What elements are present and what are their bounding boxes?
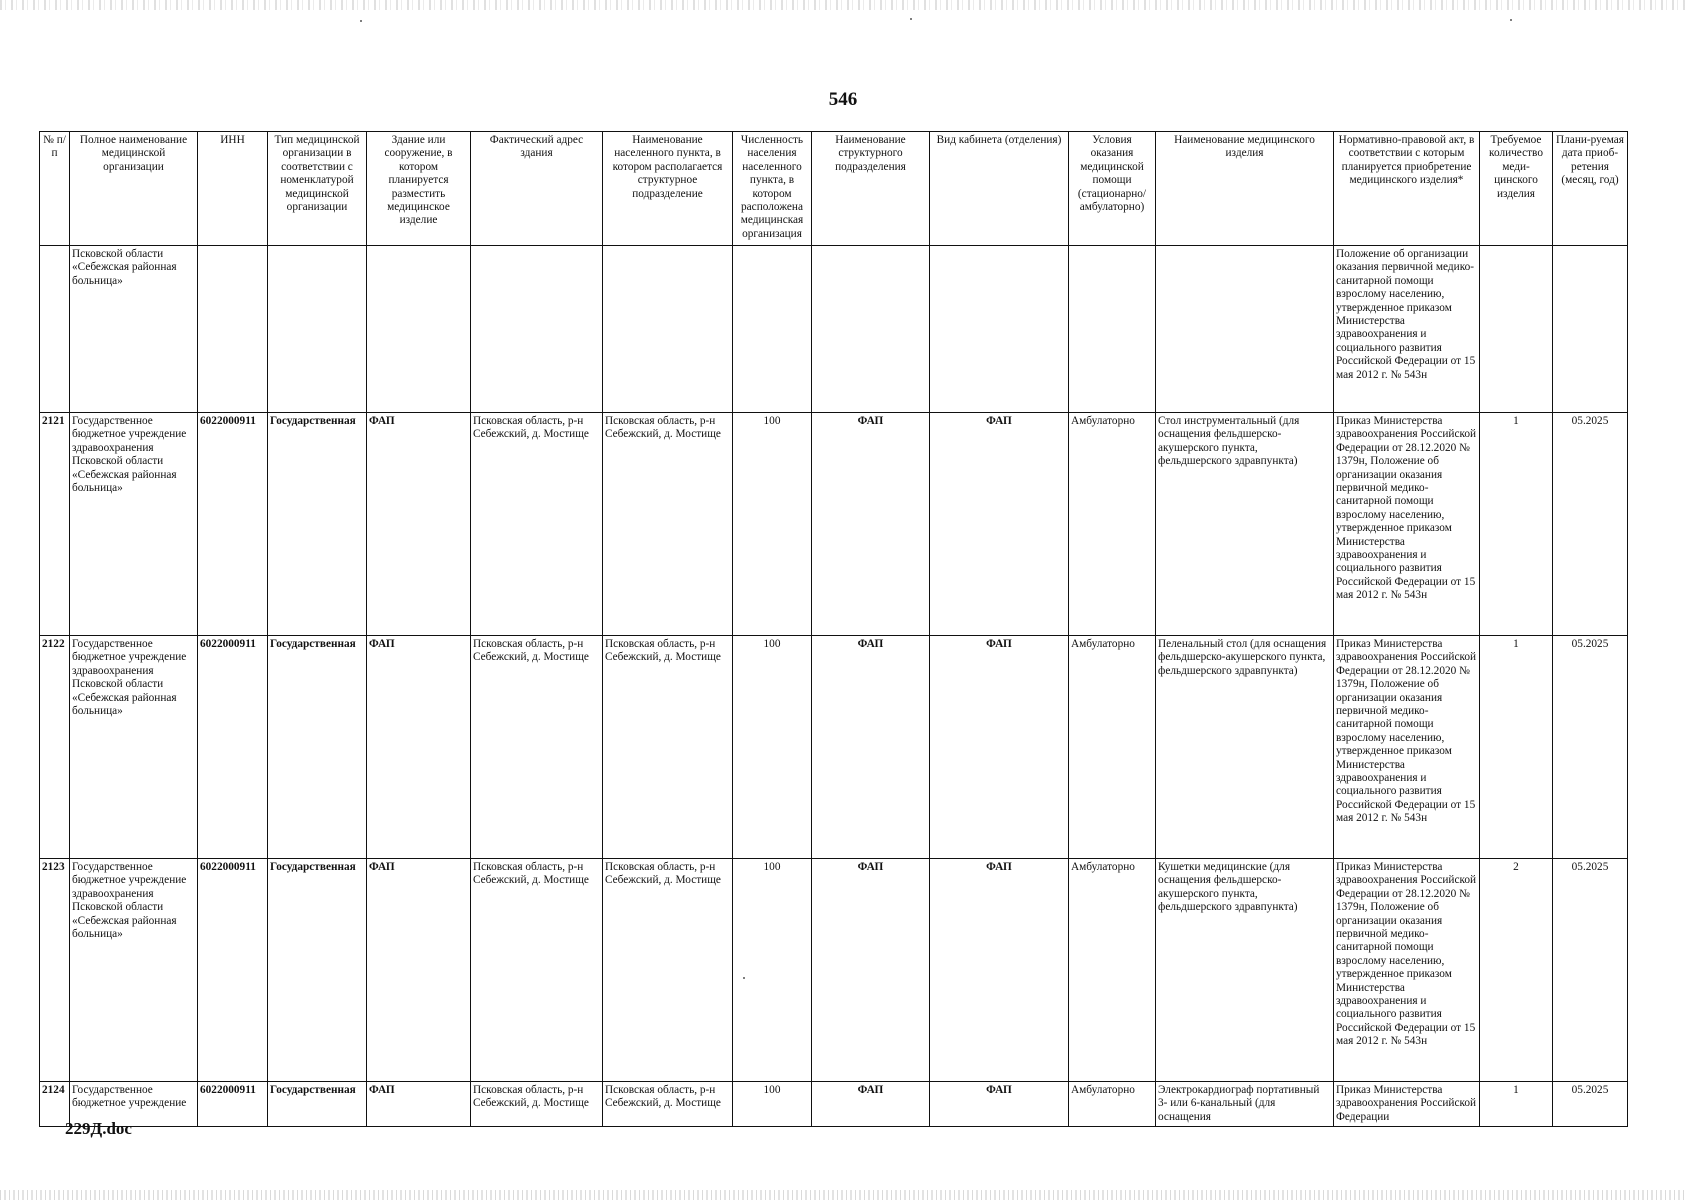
cell-population: 100 (733, 859, 812, 1082)
cell-conditions: Амбулаторно (1069, 636, 1156, 859)
cell-date (1553, 246, 1628, 413)
col-header-quantity: Требуемое количество меди-цинского изделия (1480, 132, 1553, 246)
col-header-org-name: Полное наименование медицинской организации (70, 132, 198, 246)
cell-settlement: Псковская область, р-н Себежский, д. Мостище (603, 413, 733, 636)
cell-quantity: 2 (1480, 859, 1553, 1082)
cell-date: 05.2025 (1553, 636, 1628, 859)
table-row-continuation (40, 246, 1628, 413)
scan-edge-top (0, 0, 1686, 10)
footer-filename: 229Д.doc (65, 1119, 132, 1138)
table-row (40, 1082, 1628, 1127)
table-row (40, 859, 1628, 1082)
page-number: 546 (828, 89, 858, 110)
cell-settlement: Псковская область, р-н Себежский, д. Мостище (603, 1082, 733, 1127)
cell-cabinet: ФАП (930, 859, 1069, 1082)
cell-conditions: Амбулаторно (1069, 413, 1156, 636)
cell-org-name: Государственное бюджетное учреждение здравоохранения Псковской области «Себежская районная больница» (70, 636, 198, 859)
col-header-date: Плани-руемая дата приоб-ретения (месяц, год) (1553, 132, 1628, 246)
cell-inn: 6022000911 (198, 413, 268, 636)
cell-legal-act: Приказ Министерства здравоохранения Российской Федерации от 28.12.2020 № 1379н, Положение об организации оказания первичной медико-санитарной помощи взрослому населению, утвержденное приказом Министерства здравоохранения и социального развития Российской Федерации от 15 мая 2012 г. № 543н (1334, 636, 1480, 859)
cell-address: Псковская область, р-н Себежский, д. Мостище (471, 1082, 603, 1127)
cell-cabinet: ФАП (930, 1082, 1069, 1127)
scan-speck (910, 18, 912, 20)
cell-address: Псковская область, р-н Себежский, д. Мостище (471, 413, 603, 636)
cell-population (733, 246, 812, 413)
cell-address: Псковская область, р-н Себежский, д. Мостище (471, 636, 603, 859)
col-header-address: Фактический адрес здания (471, 132, 603, 246)
col-header-inn: ИНН (198, 132, 268, 246)
col-header-device: Наименование медицинского изделия (1156, 132, 1334, 246)
scan-edge-bottom (0, 1190, 1686, 1200)
cell-org-type: Государственная (268, 859, 367, 1082)
cell-device: Стол инструментальный (для оснащения фельдшерско-акушерского пункта, фельдшерского здравпункта) (1156, 413, 1334, 636)
col-header-settlement: Наименование населенного пункта, в котором располагается структурное подразделение (603, 132, 733, 246)
col-header-num: № п/п (40, 132, 70, 246)
cell-legal-act: Приказ Министерства здравоохранения Российской Федерации от 28.12.2020 № 1379н, Положение об организации оказания первичной медико-санитарной помощи взрослому населению, утвержденное приказом Министерства здравоохранения и социального развития Российской Федерации от 15 мая 2012 г. № 543н (1334, 859, 1480, 1082)
scan-speck (1510, 19, 1512, 21)
cell-device (1156, 246, 1334, 413)
cell-org-name: Псковской области «Себежская районная больница» (70, 246, 198, 413)
cell-inn: 6022000911 (198, 636, 268, 859)
cell-cabinet: ФАП (930, 636, 1069, 859)
cell-settlement: Псковская область, р-н Себежский, д. Мостище (603, 636, 733, 859)
col-header-legal-act: Нормативно-правовой акт, в соответствии с которым планируется приобретение медицинского изделия* (1334, 132, 1480, 246)
cell-building: ФАП (367, 1082, 471, 1127)
cell-org-name: Государственное бюджетное учреждение (70, 1082, 198, 1127)
cell-legal-act: Приказ Министерства здравоохранения Российской Федерации от 28.12.2020 № 1379н, Положение об организации оказания первичной медико-санитарной помощи взрослому населению, утвержденное приказом Министерства здравоохранения и социального развития Российской Федерации от 15 мая 2012 г. № 543н (1334, 413, 1480, 636)
cell-building: ФАП (367, 636, 471, 859)
scan-speck (360, 20, 362, 22)
cell-quantity: 1 (1480, 413, 1553, 636)
cell-building: ФАП (367, 859, 471, 1082)
equipment-register-table (39, 131, 1628, 1127)
cell-num: 2123 (40, 859, 70, 1082)
cell-device: Пеленальный стол (для оснащения фельдшерско-акушерского пункта, фельдшерского здравпункта) (1156, 636, 1334, 859)
cell-address: Псковская область, р-н Себежский, д. Мостище (471, 859, 603, 1082)
cell-org-name: Государственное бюджетное учреждение здравоохранения Псковской области «Себежская районная больница» (70, 859, 198, 1082)
cell-date: 05.2025 (1553, 413, 1628, 636)
cell-building (367, 246, 471, 413)
cell-cabinet: ФАП (930, 413, 1069, 636)
col-header-cabinet: Вид кабинета (отделения) (930, 132, 1069, 246)
cell-quantity (1480, 246, 1553, 413)
cell-settlement (603, 246, 733, 413)
table-row (40, 413, 1628, 636)
cell-org-type: Государственная (268, 636, 367, 859)
cell-quantity: 1 (1480, 636, 1553, 859)
cell-inn (198, 246, 268, 413)
cell-subdivision: ФАП (812, 1082, 930, 1127)
cell-org-name: Государственное бюджетное учреждение здравоохранения Псковской области «Себежская районная больница» (70, 413, 198, 636)
col-header-subdivision: Наименование структурного подразделения (812, 132, 930, 246)
cell-conditions (1069, 246, 1156, 413)
cell-quantity: 1 (1480, 1082, 1553, 1127)
cell-population: 100 (733, 413, 812, 636)
cell-org-type (268, 246, 367, 413)
col-header-building: Здание или сооружение, в котором планируется разместить медицинское изделие (367, 132, 471, 246)
cell-building: ФАП (367, 413, 471, 636)
scan-speck (743, 977, 745, 979)
col-header-population: Численность населения населенного пункта, в котором расположена медицинская организация (733, 132, 812, 246)
cell-address (471, 246, 603, 413)
cell-subdivision: ФАП (812, 859, 930, 1082)
cell-num: 2121 (40, 413, 70, 636)
cell-subdivision (812, 246, 930, 413)
cell-conditions: Амбулаторно (1069, 859, 1156, 1082)
col-header-conditions: Условия оказания медицинской помощи (стационарно/ амбулаторно) (1069, 132, 1156, 246)
cell-legal-act: Положение об организации оказания первичной медико-санитарной помощи взрослому населению, утвержденное приказом Министерства здравоохранения и социального развития Российской Федерации от 15 мая 2012 г. № 543н (1334, 246, 1480, 413)
header-row (40, 132, 1628, 246)
cell-device: Электрокардиограф портативный 3- или 6-канальный (для оснащения (1156, 1082, 1334, 1127)
cell-date: 05.2025 (1553, 1082, 1628, 1127)
col-header-org-type: Тип медицинской организации в соответствии с номенклатурой медицинской организации (268, 132, 367, 246)
cell-num: 2124 (40, 1082, 70, 1127)
cell-date: 05.2025 (1553, 859, 1628, 1082)
cell-inn: 6022000911 (198, 859, 268, 1082)
table-row (40, 636, 1628, 859)
cell-cabinet (930, 246, 1069, 413)
cell-device: Кушетки медицинские (для оснащения фельдшерско-акушерского пункта, фельдшерского здравпункта) (1156, 859, 1334, 1082)
cell-legal-act: Приказ Министерства здравоохранения Российской Федерации (1334, 1082, 1480, 1127)
cell-conditions: Амбулаторно (1069, 1082, 1156, 1127)
cell-subdivision: ФАП (812, 413, 930, 636)
cell-org-type: Государственная (268, 1082, 367, 1127)
cell-population: 100 (733, 1082, 812, 1127)
cell-org-type: Государственная (268, 413, 367, 636)
cell-subdivision: ФАП (812, 636, 930, 859)
cell-num: 2122 (40, 636, 70, 859)
cell-settlement: Псковская область, р-н Себежский, д. Мостище (603, 859, 733, 1082)
cell-inn: 6022000911 (198, 1082, 268, 1127)
cell-population: 100 (733, 636, 812, 859)
cell-num (40, 246, 70, 413)
